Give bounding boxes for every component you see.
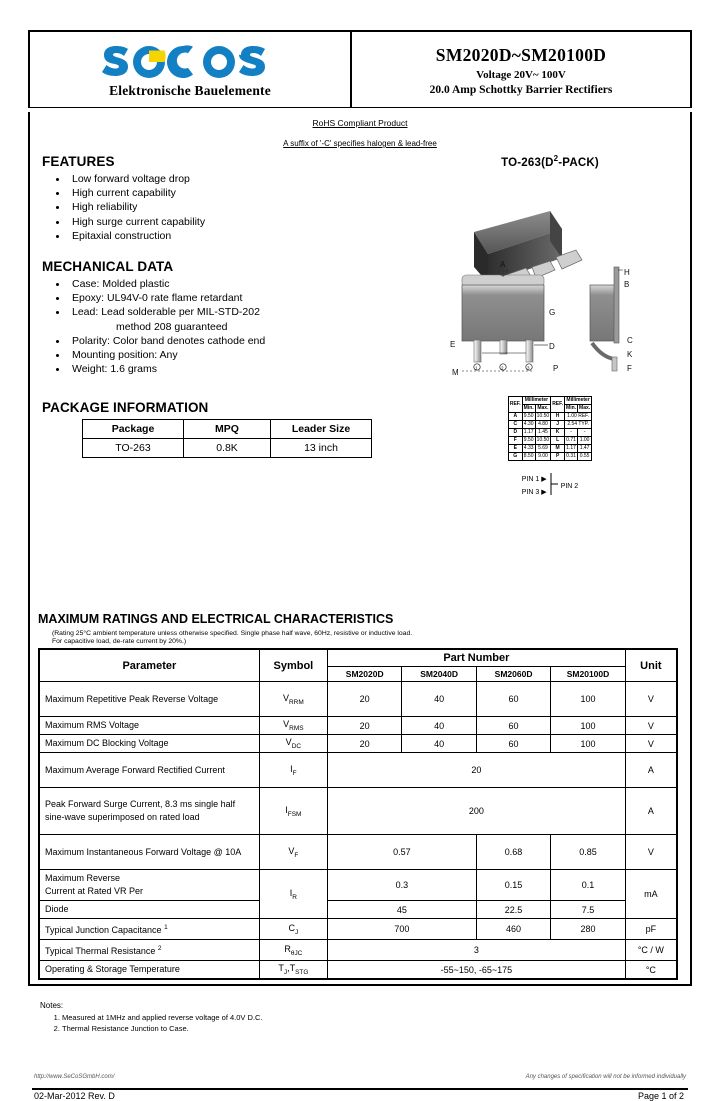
- list-item: Epitaxial construction: [42, 229, 342, 243]
- cell-parameter: [39, 870, 259, 901]
- list-item: Lead: Lead solderable per MIL-STD-202: [42, 305, 342, 319]
- svg-text:G: G: [549, 307, 556, 317]
- cell-value: 20: [327, 717, 401, 735]
- company-url[interactable]: http://www.SeCoSGmbH.com/: [34, 1074, 115, 1080]
- cell-unit: V: [625, 717, 677, 735]
- mechanical-heading: MECHANICAL DATA: [42, 259, 174, 275]
- cell-parameter: Maximum Repetitive Peak Reverse Voltage: [39, 682, 259, 717]
- cell-value: 7.5: [551, 901, 625, 919]
- dim-min: 8.50: [523, 452, 534, 459]
- column-header-leader-size: Leader Size: [271, 420, 372, 439]
- ratings-heading: MAXIMUM RATINGS AND ELECTRICAL CHARACTERISTICS: [38, 612, 394, 626]
- column-header-unit: Unit: [625, 649, 677, 682]
- voltage-range: Voltage 20V~ 100V: [476, 69, 566, 81]
- cell-unit: V: [625, 835, 677, 870]
- cell-parameter: Maximum Instantaneous Forward Voltage @ 10A: [39, 835, 259, 870]
- cell-value: 100: [551, 717, 625, 735]
- dimensions-table: [508, 396, 592, 461]
- cell-value: 0.68: [476, 835, 550, 870]
- table-row: [508, 452, 591, 460]
- logo-cell: [30, 32, 352, 107]
- mechanical-list: [42, 277, 342, 376]
- table-row: [39, 735, 677, 753]
- cell-parameter: Maximum Average Forward Rectified Current: [39, 753, 259, 788]
- dim-ref: G: [508, 452, 522, 460]
- dim-ref: J: [551, 420, 565, 428]
- column-header-package: Package: [83, 420, 184, 439]
- cell-value: 60: [476, 735, 550, 753]
- cell-symbol: $I_{FSM}$: [259, 788, 327, 835]
- dim-ref: F: [508, 436, 522, 444]
- dim-min: 0.71: [566, 436, 576, 443]
- dim-max: 10.50: [536, 412, 550, 419]
- cell-value: 0.3: [327, 870, 476, 901]
- cell-leader-size: 13 inch: [271, 439, 372, 458]
- svg-text:1: 1: [475, 365, 478, 371]
- dim-max: 10.50: [536, 436, 550, 443]
- package-information-heading: PACKAGE INFORMATION: [42, 400, 209, 415]
- cell-symbol: $V_F$: [259, 835, 327, 870]
- arrow-right-icon: ▶: [541, 489, 547, 497]
- company-logo: [102, 41, 278, 98]
- column-header-max-right: Max.: [579, 404, 591, 411]
- side-view: [590, 267, 633, 373]
- dim-ref: C: [508, 420, 522, 428]
- svg-text:3: 3: [527, 365, 530, 371]
- dim-max: 5.69: [535, 444, 551, 452]
- dimensions-table-wrap: [422, 396, 678, 461]
- dim-min: 2.54 TYP.: [565, 420, 592, 428]
- table-row: [39, 788, 677, 835]
- reverse-current-line-1: Maximum Reverse: [45, 873, 121, 883]
- bracket-icon: [549, 471, 559, 497]
- list-item: 2. Thermal Resistance Junction to Case.: [62, 1023, 263, 1034]
- dim-ref: K: [551, 428, 565, 436]
- table-row: [508, 420, 591, 428]
- cell-value: 0.1: [551, 870, 625, 901]
- column-header-mpq: MPQ: [184, 420, 271, 439]
- table-row: [508, 436, 591, 444]
- list-item: Mounting position: Any: [42, 348, 342, 362]
- svg-text:P: P: [553, 363, 559, 373]
- dim-max: 1.45: [535, 428, 551, 436]
- svg-text:F: F: [627, 363, 632, 373]
- table-row: [39, 940, 677, 961]
- product-title: SM2020D~SM20100D: [435, 45, 607, 65]
- dim-max: 0.55: [578, 452, 592, 460]
- column-header-part-3: SM2060D: [476, 667, 550, 682]
- dim-ref: E: [508, 444, 522, 452]
- cell-unit: V: [625, 682, 677, 717]
- cell-unit: mA: [625, 870, 677, 919]
- cell-symbol: $C_J$: [259, 919, 327, 940]
- pin-labels: [522, 473, 540, 499]
- features-list: [42, 172, 342, 243]
- table-row: [39, 682, 677, 717]
- dim-ref: L: [551, 436, 565, 444]
- table-row: [39, 753, 677, 788]
- mechanical-section: [42, 259, 342, 376]
- footer-divider: [32, 1088, 688, 1090]
- dim-min: 1.17: [566, 444, 576, 451]
- list-item: High reliability: [42, 200, 342, 214]
- dim-max: 1.47: [578, 444, 592, 452]
- table-row: [508, 444, 591, 452]
- dim-ref: A: [508, 412, 522, 420]
- dim-ref: D: [508, 428, 522, 436]
- notes-list: [40, 1012, 263, 1034]
- cell-mpq: 0.8K: [184, 439, 271, 458]
- page-header: [28, 30, 692, 108]
- dim-max: 4.80: [535, 420, 551, 428]
- cell-value: -55~150, -65~175: [327, 961, 625, 980]
- cell-value: 0.57: [327, 835, 476, 870]
- dim-ref: P: [551, 452, 565, 460]
- left-column: [42, 154, 342, 376]
- cell-value: 3: [327, 940, 625, 961]
- page-body: [28, 112, 692, 1101]
- cell-unit: V: [625, 735, 677, 753]
- dim-min: 1.00 REF.: [565, 412, 592, 420]
- cell-parameter: Peak Forward Surge Current, 8.3 ms single half sine-wave superimposed on rated load: [39, 788, 259, 835]
- list-item: Polarity: Color band denotes cathode end: [42, 334, 342, 348]
- cell-value: 20: [327, 682, 401, 717]
- table-row: [39, 717, 677, 735]
- cell-value: 60: [476, 717, 550, 735]
- cell-symbol: $V_{DC}$: [259, 735, 327, 753]
- list-item: High current capability: [42, 186, 342, 200]
- datasheet-page: [28, 30, 692, 1101]
- features-heading: FEATURES: [42, 154, 115, 169]
- footer-disclaimer: Any changes of specification will not be informed individually: [525, 1074, 686, 1080]
- column-header-part-2: SM2040D: [402, 667, 476, 682]
- dim-min: 9.50: [523, 412, 534, 419]
- page-number: Page 1 of 2: [637, 1091, 684, 1101]
- column-header-ref-left: REF.: [508, 396, 522, 412]
- notes-section: [40, 1000, 263, 1034]
- column-header-unit-left: Millimeter: [522, 396, 551, 404]
- cell-value: 20: [327, 735, 401, 753]
- footer-bottom: [34, 1091, 684, 1101]
- cell-value: 40: [402, 682, 476, 717]
- cell-symbol: $V_{RRM}$: [259, 682, 327, 717]
- cell-value: 200: [327, 788, 625, 835]
- cell-value: 20: [327, 753, 625, 788]
- dim-min: -: [565, 428, 578, 436]
- svg-text:E: E: [450, 339, 456, 349]
- column-header-unit-right: Millimeter: [566, 396, 590, 403]
- svg-text:C: C: [627, 335, 633, 345]
- column-header-part-number: Part Number: [327, 649, 625, 667]
- list-item: Weight: 1.6 grams: [42, 362, 342, 376]
- svg-text:A: A: [500, 259, 506, 269]
- table-header-row: [39, 649, 677, 667]
- cell-value: 0.15: [476, 870, 550, 901]
- cell-parameter: Maximum DC Blocking Voltage: [39, 735, 259, 753]
- dim-max: 1.00: [578, 436, 592, 444]
- column-header-max-left: Max.: [535, 404, 551, 412]
- cell-value: 100: [551, 735, 625, 753]
- cell-value: 22.5: [476, 901, 550, 919]
- front-view: [450, 260, 558, 377]
- package-drawing-title: $TO-263(D^2-PACK)$: [501, 154, 599, 169]
- pin1-label: PIN 1: [521, 476, 540, 484]
- cell-symbol: $I_F$: [259, 753, 327, 788]
- cell-value: 100: [551, 682, 625, 717]
- cell-parameter: Maximum RMS Voltage: [39, 717, 259, 735]
- cell-unit: A: [625, 753, 677, 788]
- cell-symbol: $V_{RMS}$: [259, 717, 327, 735]
- revision-date: 02-Mar-2012 Rev. D: [34, 1091, 115, 1101]
- pin-legend: [422, 471, 678, 502]
- cell-value: 40: [402, 735, 476, 753]
- list-item: Case: Molded plastic: [42, 277, 342, 291]
- pin3-label: PIN 3: [521, 489, 540, 497]
- table-header-row: [508, 396, 591, 404]
- dim-min: 4.30: [523, 420, 534, 427]
- to263-package-diagram-icon: [422, 175, 678, 387]
- svg-text:K: K: [627, 349, 633, 359]
- rohs-line-2: A suffix of '-C' specifies halogen & lead-free: [283, 139, 437, 148]
- list-item: High surge current capability: [42, 215, 342, 229]
- cell-unit: pF: [625, 919, 677, 940]
- column-header-min-right: Min.: [566, 404, 577, 411]
- cell-value: 45: [327, 901, 476, 919]
- table-header-row: [83, 420, 372, 439]
- table-row: [508, 428, 591, 436]
- cell-value: 0.85: [551, 835, 625, 870]
- list-item-continuation: method 208 guaranteed: [116, 320, 228, 333]
- dim-min: 1.17: [523, 428, 534, 435]
- column-header-ref-right: REF.: [551, 396, 565, 412]
- cell-value: 460: [476, 919, 550, 940]
- list-item: Epoxy: UL94V-0 rate flame retardant: [42, 291, 342, 305]
- table-row: [39, 961, 677, 980]
- list-item: 1. Measured at 1MHz and applied reverse voltage of 4.0V D.C.: [62, 1012, 263, 1023]
- electrical-characteristics-table: [38, 648, 678, 980]
- table-row: [39, 870, 677, 901]
- pin2-connector: [549, 471, 559, 502]
- svg-text:M: M: [452, 367, 459, 377]
- ratings-conditions-note: [52, 630, 652, 646]
- footer-top: [34, 1074, 686, 1080]
- dim-min: 4.33: [523, 444, 534, 451]
- cell-parameter: Typical Junction Capacitance $^1$: [39, 919, 259, 940]
- pin2-label: PIN 2: [560, 482, 579, 490]
- cell-parameter: Operating & Storage Temperature: [39, 961, 259, 980]
- cell-value: 60: [476, 682, 550, 717]
- reverse-current-line-2: Current at Rated VR Per: [45, 886, 144, 896]
- package-information-table: [82, 419, 372, 458]
- product-description: 20.0 Amp Schottky Barrier Rectifiers: [429, 84, 613, 96]
- column-header-part-1: SM2020D: [327, 667, 401, 682]
- dim-ref: M: [551, 444, 565, 452]
- table-row: [39, 919, 677, 940]
- column-header-part-4: SM20100D: [551, 667, 625, 682]
- svg-text:B: B: [624, 279, 630, 289]
- note-line-1: (Rating 25°C ambient temperature unless otherwise specified. Single phase half wave, 60Hz, resistive or inductive load.: [52, 630, 413, 637]
- column-header-symbol: Symbol: [259, 649, 327, 682]
- rohs-notice: [30, 112, 690, 152]
- pin-arrow-icons: [541, 473, 546, 499]
- cell-value: 40: [402, 717, 476, 735]
- list-item: Low forward voltage drop: [42, 172, 342, 186]
- cell-unit: °C / W: [625, 940, 677, 961]
- cell-unit: °C: [625, 961, 677, 980]
- column-header-parameter: Parameter: [39, 649, 259, 682]
- rohs-line-1: RoHS Compliant Product: [312, 118, 408, 128]
- cell-unit: A: [625, 788, 677, 835]
- dim-min: 9.50: [523, 436, 534, 443]
- title-cell: [352, 32, 690, 107]
- dim-min: 0.31: [566, 452, 576, 459]
- dim-max: -: [578, 428, 592, 436]
- cell-symbol: $R_{\theta JC}$: [259, 940, 327, 961]
- table-row: [39, 901, 677, 919]
- cell-parameter: Typical Thermal Resistance $^2$: [39, 940, 259, 961]
- table-row: [39, 835, 677, 870]
- secos-logo-icon: [102, 41, 278, 83]
- svg-text:2: 2: [501, 365, 504, 371]
- cell-package: TO-263: [83, 439, 184, 458]
- cell-symbol: $T_J,T_{STG}$: [259, 961, 327, 980]
- cell-symbol: $I_R$: [259, 870, 327, 919]
- package-drawing-section: [422, 154, 678, 502]
- dim-ref: H: [551, 412, 565, 420]
- cell-value: 280: [551, 919, 625, 940]
- note-line-2: For capacitive load, de-rate current by 20%.): [52, 638, 187, 646]
- svg-text:D: D: [549, 341, 555, 351]
- cell-parameter: Diode: [39, 901, 259, 919]
- table-row: [508, 412, 591, 420]
- cell-value: 700: [327, 919, 476, 940]
- svg-text:H: H: [624, 267, 630, 277]
- table-row: [83, 439, 372, 458]
- column-header-min-left: Min.: [523, 404, 534, 411]
- package-information-section: [42, 400, 382, 458]
- notes-heading: Notes:: [40, 1001, 64, 1010]
- arrow-right-icon: ▶: [541, 476, 547, 484]
- dim-max: 9.00: [535, 452, 551, 460]
- logo-subtitle: Elektronische Bauelemente: [109, 83, 271, 99]
